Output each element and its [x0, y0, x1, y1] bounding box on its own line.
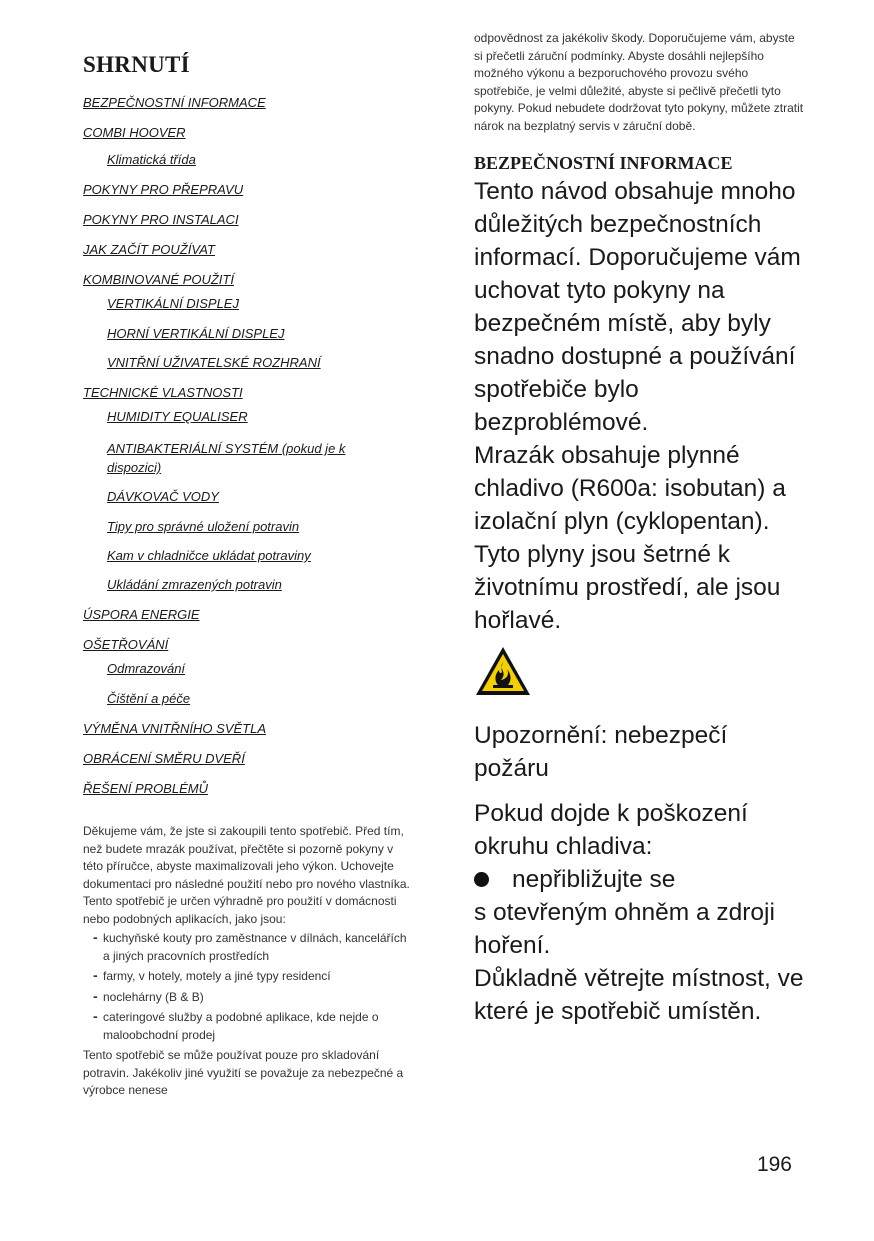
- toc-link-combined-use[interactable]: KOMBINOVANÉ POUŽITÍ: [83, 272, 234, 287]
- intro-text: [83, 823, 413, 1100]
- toc-link-transport[interactable]: POKYNY PRO PŘEPRAVU: [83, 182, 244, 197]
- toc-link-where-to-store[interactable]: Kam v chladničce ukládat potraviny: [107, 548, 311, 563]
- toc-link-humidity-equaliser[interactable]: HUMIDITY EQUALISER: [107, 409, 248, 424]
- page-number: 196: [756, 1153, 792, 1176]
- list-item: - cateringové služby a podobné aplikace, kde nejde o maloobchodní prodej: [93, 1009, 413, 1044]
- toc-link-energy-saving[interactable]: ÚSPORA ENERGIE: [83, 607, 200, 622]
- toc-link-combi-hoover[interactable]: COMBI HOOVER: [83, 125, 186, 140]
- bullet-icon: [474, 872, 489, 887]
- bullet-item: [474, 863, 804, 896]
- toc-link-installation[interactable]: POKYNY PRO INSTALACI: [83, 212, 239, 227]
- toc-link-cleaning[interactable]: Čištění a péče: [107, 691, 191, 706]
- ventilation-text: Důkladně větrejte místnost, ve které je spotřebič umístěn.: [474, 965, 804, 1025]
- toc-link-care[interactable]: OŠETŘOVÁNÍ: [83, 637, 169, 652]
- fire-warning-text: Upozornění: nebezpečí požáru: [474, 722, 728, 782]
- toc-link-troubleshooting[interactable]: ŘEŠENÍ PROBLÉMŮ: [83, 781, 208, 796]
- refrigerant-paragraph: Mrazák obsahuje plynné chladivo (R600a: isobutan) a izolační plyn (cyklopentan). Tyto plyny jsou šetrné k životnímu prostředí, ale jsou hořlavé.: [474, 442, 786, 634]
- toc-link-frozen-food[interactable]: Ukládání zmrazených potravin: [107, 577, 282, 592]
- flammable-warning-icon: [474, 645, 532, 697]
- section-heading: BEZPEČNOSTNÍ INFORMACE: [474, 153, 733, 173]
- intro-paragraph: Děkujeme vám, že jste si zakoupili tento spotřebič. Před tím, než budete mrazák používat, přečtěte si pozorně pokyny v této příručce, abyste maximalizovali jeho výkon. Uchovejte dokumentaci pro následné použití nebo pro nového vlastníka. Tento spotřebič je určen výhradně pro použití v domácnosti nebo podobných aplikacích, jako jsou:: [83, 824, 410, 926]
- toc-link-door-reversal[interactable]: OBRÁCENÍ SMĚRU DVEŘÍ: [83, 751, 245, 766]
- toc-link-safety-info[interactable]: BEZPEČNOSTNÍ INFORMACE: [83, 95, 266, 110]
- toc-link-defrosting[interactable]: Odmrazování: [107, 661, 186, 676]
- bullet-text: nepřibližujte se: [512, 866, 676, 893]
- toc-title: SHRNUTÍ: [83, 52, 190, 77]
- toc-link-technical-features[interactable]: TECHNICKÉ VLASTNOSTI: [83, 385, 243, 400]
- toc-link-internal-ui[interactable]: VNITŘNÍ UŽIVATELSKÉ ROZHRANÍ: [107, 355, 321, 370]
- list-item: - noclehárny (B & B): [93, 989, 413, 1007]
- toc-link-getting-started[interactable]: JAK ZAČÍT POUŽÍVAT: [83, 242, 215, 257]
- continuation-text: odpovědnost za jakékoliv škody. Doporučujeme vám, abyste si přečetli záruční podmínky. Abyste dosáhli nejlepšího možného výkonu a bezporuchového provozu svého spotřebiče, je velmi důležité, abyste si pečlivě přečetli tyto pokyny. Pokud nebudete dodržovat tyto pokyny, můžete ztratit nárok na bezplatný servis v záruční době.: [474, 31, 804, 133]
- toc-link-top-vertical-display[interactable]: HORNÍ VERTIKÁLNÍ DISPLEJ: [107, 326, 285, 341]
- fire-sources-text: s otevřeným ohněm a zdroji hoření.: [474, 899, 775, 959]
- table-of-contents: [83, 95, 413, 797]
- toc-link-storage-tips[interactable]: Tipy pro správné uložení potravin: [107, 519, 300, 534]
- intro-paragraph-2: Tento spotřebič se může používat pouze pro skladování potravin. Jakékoliv jiné využití se považuje za nebezpečné a výrobce nenese: [83, 1048, 404, 1097]
- toc-link-light-replacement[interactable]: VÝMĚNA VNITŘNÍHO SVĚTLA: [83, 721, 266, 736]
- safety-paragraph: Tento návod obsahuje mnoho důležitých bezpečnostních informací. Doporučujeme vám uchovat tyto pokyny na bezpečném místě, aby byly snadno dostupné a používání spotřebiče bylo bezproblémové.: [474, 178, 801, 436]
- toc-link-climate-class[interactable]: Klimatická třída: [107, 152, 196, 167]
- toc-link-antibacterial[interactable]: ANTIBAKTERIÁLNÍ SYSTÉM (pokud je k dispozici): [107, 441, 346, 475]
- toc-link-water-dispenser[interactable]: DÁVKOVAČ VODY: [107, 489, 219, 504]
- right-column: [474, 30, 804, 1028]
- damage-paragraph: Pokud dojde k poškození okruhu chladiva:: [474, 800, 748, 860]
- list-item: - farmy, v hotely, motely a jiné typy residencí: [93, 968, 413, 986]
- list-item: - kuchyňské kouty pro zaměstnance v dílnách, kancelářích a jiných pracovních prostředích: [93, 930, 413, 965]
- usage-list: [83, 930, 413, 1044]
- left-column: [83, 52, 413, 1100]
- toc-link-vertical-display[interactable]: VERTIKÁLNÍ DISPLEJ: [107, 296, 239, 311]
